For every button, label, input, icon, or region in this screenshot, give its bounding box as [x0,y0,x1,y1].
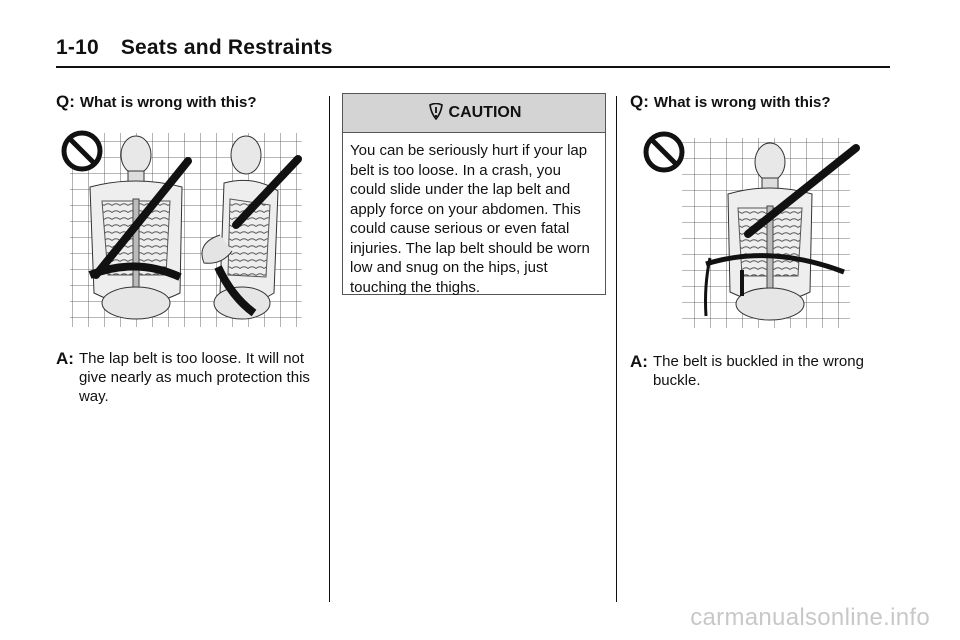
left-answer [56,349,314,406]
loose-belt-illustration [56,125,306,337]
no-symbol-icon [64,133,100,169]
column-divider-left [329,96,330,602]
watermark: carmanualsonline.info [690,604,930,631]
right-column [630,92,890,390]
left-column [56,92,314,406]
section-title: Seats and Restraints [120,36,333,59]
answer-label: A: [630,352,648,371]
right-answer [630,352,890,390]
answer-text: The belt is buckled in the wrong buckle. [652,353,864,389]
loose-lap-belt-figure [56,125,314,337]
caution-box [342,93,606,295]
wrong-buckle-illustration [630,126,860,338]
caution-title: CAUTION [448,104,522,121]
no-symbol-icon [646,134,682,170]
question-label: Q: [56,92,75,111]
question-text: What is wrong with this? [653,94,831,111]
wrong-buckle-figure [630,126,890,338]
question-text: What is wrong with this? [79,94,257,111]
answer-label: A: [56,349,74,368]
caution-text: You can be seriously hurt if your lap belt is too loose. In a crash, you could slide under the lap belt and apply force on your abdomen. This could cause serious or even fatal injuries. The lap belt should be worn low and snug on the hips, just touching the thighs. [350,142,590,296]
page-header [56,36,333,60]
question-label: Q: [630,92,649,111]
page-number: 1-10 [56,36,99,59]
answer-text: The lap belt is too loose. It will not give nearly as much protection this way. [78,350,310,405]
column-divider-right [616,96,617,602]
left-question [56,92,314,112]
warning-icon [427,103,445,123]
header-rule [56,66,890,68]
right-question [630,92,890,112]
caution-header [343,94,605,133]
